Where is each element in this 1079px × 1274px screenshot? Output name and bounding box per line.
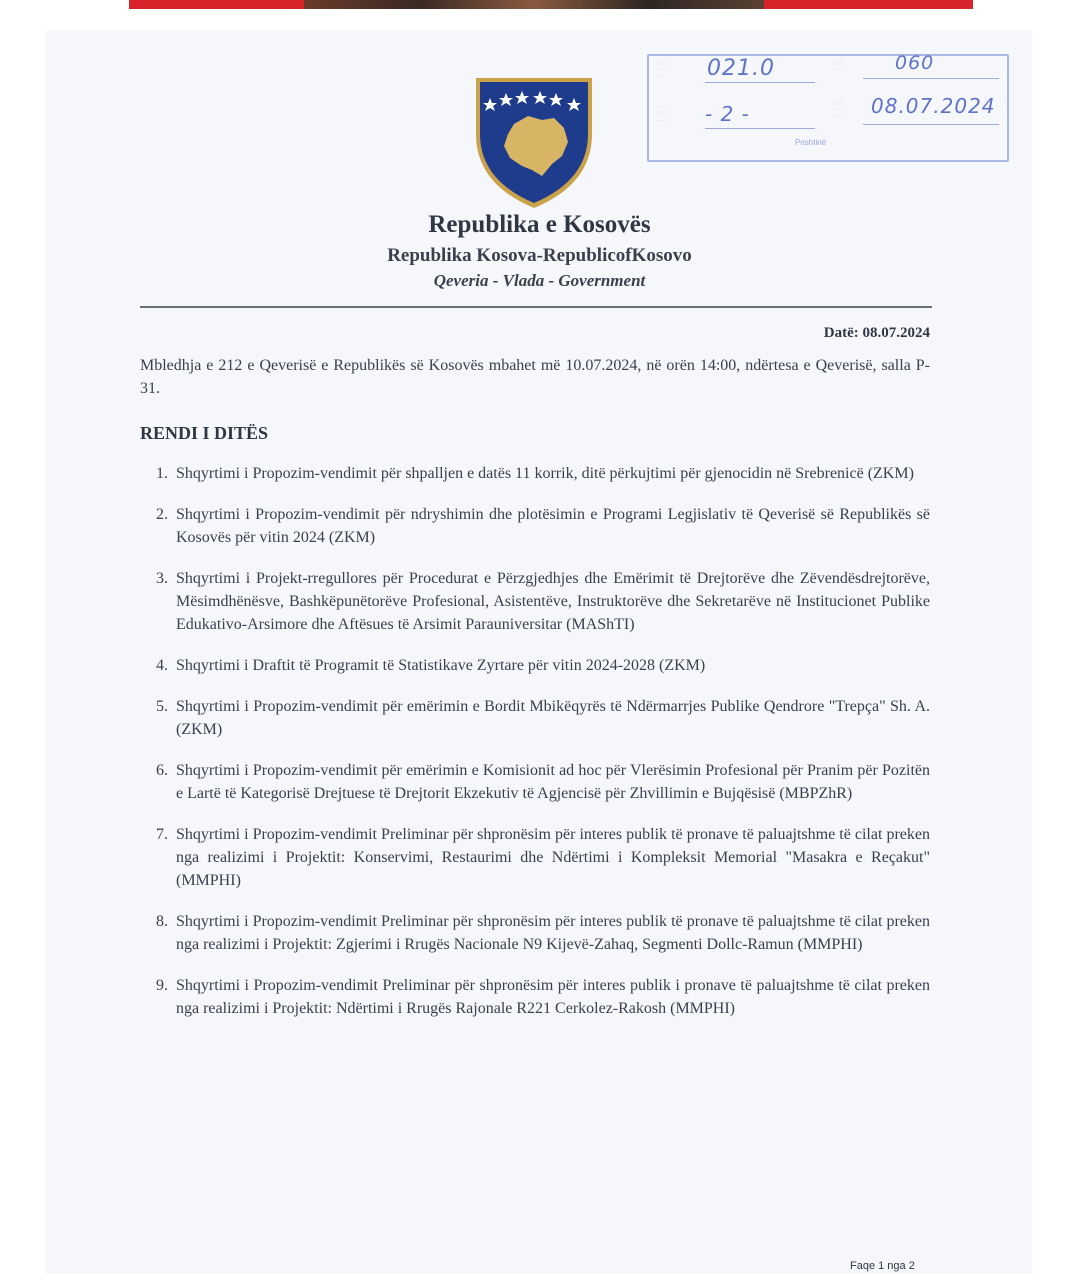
agenda-item-text: Shqyrtimi i Propozim-vendimit për shpalljen e datës 11 korrik, ditë përkujtimi për gjenocidin në Srebrenicë (ZKM) (176, 465, 914, 482)
agenda-item-number: 2. (156, 506, 168, 523)
agenda-item-text: Shqyrtimi i Propozim-vendimit Preliminar për shpronësim për interes publik të pronave të paluajtshme të cilat preken nga realizimi i Projektit: Zgjerimi i Rrugës Nacionale N9 Kijevë-Zahaq, Segmenti Dollc-Ramun (MMPHI) (176, 913, 930, 953)
meeting-intro-paragraph: Mbledhja e 212 e Qeverisë e Republikës së Kosovës mbahet më 10.07.2024, në orën 14:00, ndërtesa e Qeverisë, salla P-31. (140, 357, 930, 397)
agenda-item (140, 910, 930, 956)
kosovo-coat-of-arms-icon (470, 72, 598, 212)
agenda-item (140, 654, 930, 677)
agenda-item-text: Shqyrtimi i Propozim-vendimit Preliminar për shpronësim për interes publik të pronave të paluajtshme të cilat preken nga realizimi i Projektit: Konservimi, Restaurimi dhe Ndërtimi i Kompleksit Memorial "Masakra e Reçakut" (MMPHI) (176, 826, 930, 889)
top-banner-photo-strip (129, 0, 973, 9)
header-title: Republika e Kosovës (428, 211, 651, 238)
stamp-label: · · · · · · · · · (657, 104, 667, 124)
stamp-protocol-number: 060 (895, 52, 935, 74)
stamp-label: · · · · · · · · · (657, 60, 667, 80)
agenda-item (140, 759, 930, 805)
banner-photo (304, 0, 764, 9)
stamp-label: · · · · · · · · · (834, 100, 844, 120)
document-date: Datë: 08.07.2024 (823, 325, 930, 341)
agenda-item-text: Shqyrtimi i Draftit të Programit të Statistikave Zyrtare për vitin 2024-2028 (ZKM) (176, 657, 706, 674)
agenda-item (140, 823, 930, 892)
agenda-list (140, 462, 930, 1038)
stamp-line (705, 82, 815, 83)
agenda-item-number: 7. (156, 826, 168, 843)
agenda-item (140, 462, 930, 485)
agenda-item-number: 8. (156, 913, 168, 930)
stamp-line (705, 128, 815, 129)
agenda-item (140, 567, 930, 636)
header-subtitle: Republika Kosova-RepublicofKosovo (387, 245, 692, 266)
agenda-item-number: 1. (156, 465, 168, 482)
stamp-line (863, 78, 999, 79)
agenda-item-number: 4. (156, 657, 168, 674)
agenda-item-text: Shqyrtimi i Projekt-rregullores për Procedurat e Përzgjedhjes dhe Emërimit të Drejtorëve dhe Zëvendësdrejtorëve, Mësimdhënësve, Bashkëpunëtorëve Profesional, Asistentëve, Instruktorëve dhe Sekretarëve në Institucionet Publike Edukativo-Arsimore dhe Aftësues të Arsimit Parauniversitar (MAShTI) (176, 570, 930, 633)
stamp-date: 08.07.2024 (871, 94, 996, 118)
stamp-reference-number: 021.0 (707, 56, 775, 81)
agenda-item-text: Shqyrtimi i Propozim-vendimit Preliminar për shpronësim për interes publik i pronave të paluajtshme të cilat preken nga realizimi i Projektit: Ndërtimi i Rrugës Rajonale R221 Cerkolez-Rakosh (MMPHI) (176, 977, 930, 1017)
agenda-item-number: 3. (156, 570, 168, 587)
agenda-item-number: 9. (156, 977, 168, 994)
agenda-item-number: 6. (156, 762, 168, 779)
header-government: Qeveria - Vlada - Government (433, 271, 646, 290)
stamp-line (863, 124, 999, 125)
agenda-title: RENDI I DITËS (140, 423, 269, 443)
agenda-item-text: Shqyrtimi i Propozim-vendimit për emërimin e Bordit Mbikëqyrës të Ndërmarrjes Publike Qendrore "Trepça" Sh. A. (ZKM) (176, 698, 930, 738)
registry-stamp (647, 54, 1009, 162)
agenda-item (140, 974, 930, 1020)
agenda-item (140, 503, 930, 549)
agenda-item (140, 695, 930, 741)
stamp-city: Prishtinë (795, 138, 827, 147)
stamp-label: · · · · · · (834, 60, 844, 73)
agenda-item-text: Shqyrtimi i Propozim-vendimit për ndryshimin dhe plotësimin e Programi Legjislativ të Qeverisë së Republikës së Kosovës për vitin 2024 (ZKM) (176, 506, 930, 546)
stamp-count: - 2 - (705, 102, 750, 126)
agenda-item-text: Shqyrtimi i Propozim-vendimit për emërimin e Komisionit ad hoc për Vlerësimin Profesional për Pranim për Pozitën e Lartë të Kategorisë Drejtuese të Drejtorit Ekzekutiv të Agjencisë për Zhvillimin e Bujqësisë (MBPZhR) (176, 762, 930, 802)
page-number-footer: Faqe 1 nga 2 (850, 1260, 915, 1272)
agenda-item-number: 5. (156, 698, 168, 715)
header-divider (140, 306, 932, 308)
